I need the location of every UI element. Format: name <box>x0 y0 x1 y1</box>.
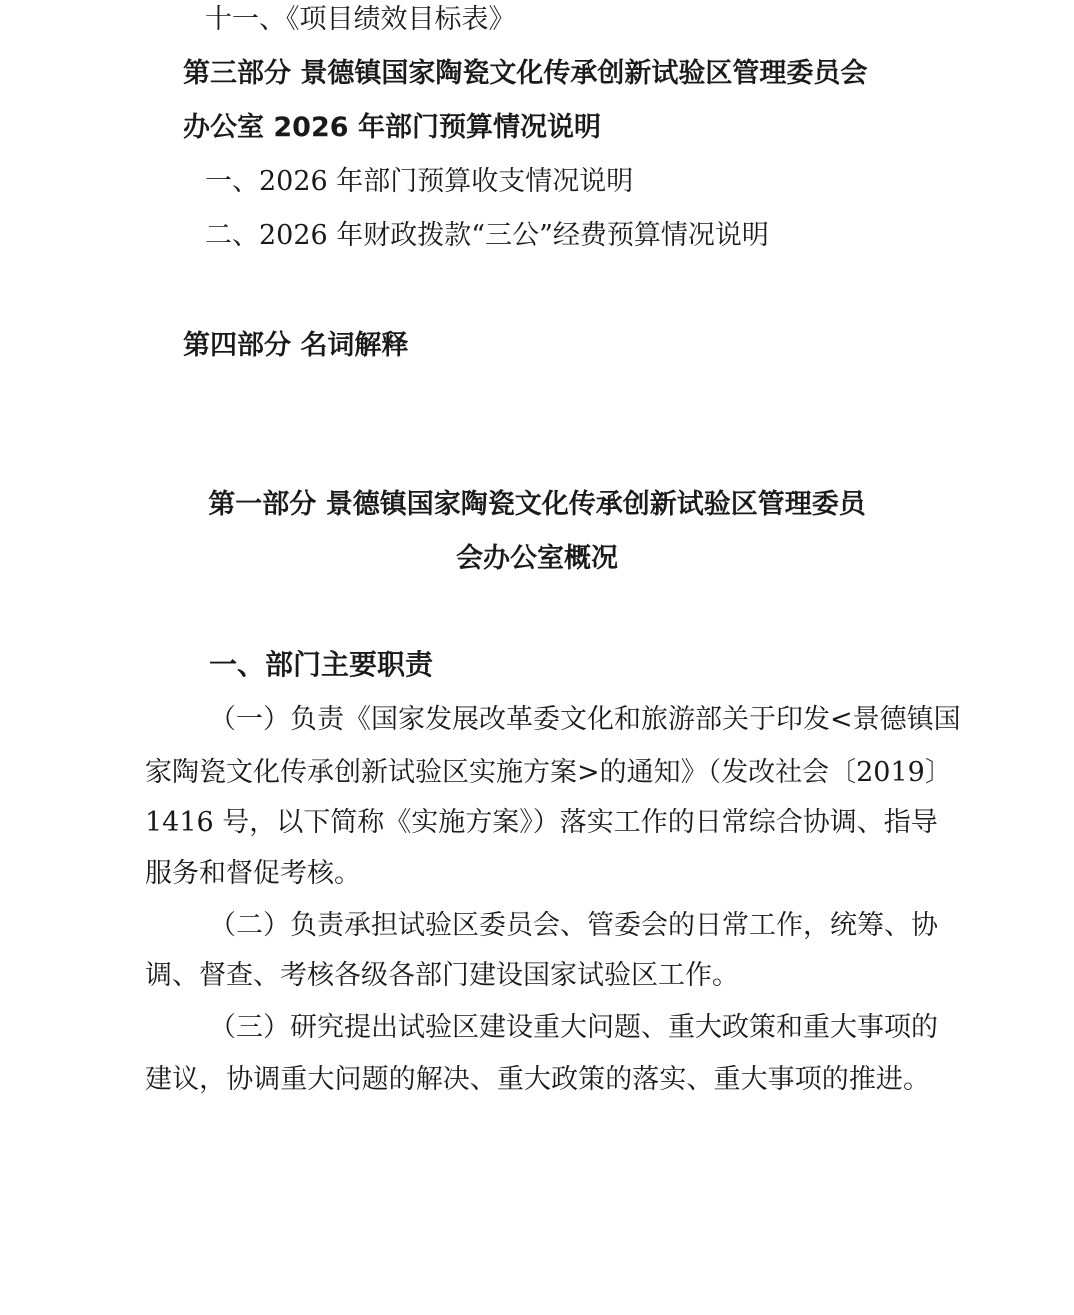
toc-part3-item2: 二、2026 年财政拨款“三公”经费预算情况说明 <box>205 220 769 251</box>
para3-line1: （三）研究提出试验区建设重大问题、重大政策和重大事项的 <box>209 1012 938 1043</box>
para1-line3: 1416 号，以下简称《实施方案》）落实工作的日常综合协调、指导 <box>145 807 938 838</box>
para1-line1: （一）负责《国家发展改革委文化和旅游部关于印发<景德镇国 <box>209 704 961 735</box>
section1-title-line1: 第一部分 景德镇国家陶瓷文化传承创新试验区管理委员 <box>208 489 866 520</box>
toc-part3-item1: 一、2026 年部门预算收支情况说明 <box>205 166 634 197</box>
section1-heading-responsibilities: 一、部门主要职责 <box>209 648 434 681</box>
section1-title-line2: 会办公室概况 <box>456 543 618 574</box>
para1-line4: 服务和督促考核。 <box>145 858 361 889</box>
toc-item-11: 十一、《项目绩效目标表》 <box>205 4 516 35</box>
para2-line2: 调、督查、考核各级各部门建设国家试验区工作。 <box>145 960 739 991</box>
para3-line2: 建议，协调重大问题的解决、重大政策的落实、重大事项的推进。 <box>145 1064 930 1095</box>
para1-line2: 家陶瓷文化传承创新试验区实施方案>的通知》（发改社会〔2019〕 <box>145 757 952 788</box>
toc-part3-title-line2: 办公室 2026 年部门预算情况说明 <box>183 112 601 143</box>
toc-part3-title-line1: 第三部分 景德镇国家陶瓷文化传承创新试验区管理委员会 <box>183 58 868 89</box>
para2-line1: （二）负责承担试验区委员会、管委会的日常工作，统筹、协 <box>209 910 938 941</box>
toc-part4-title: 第四部分 名词解释 <box>183 330 409 361</box>
